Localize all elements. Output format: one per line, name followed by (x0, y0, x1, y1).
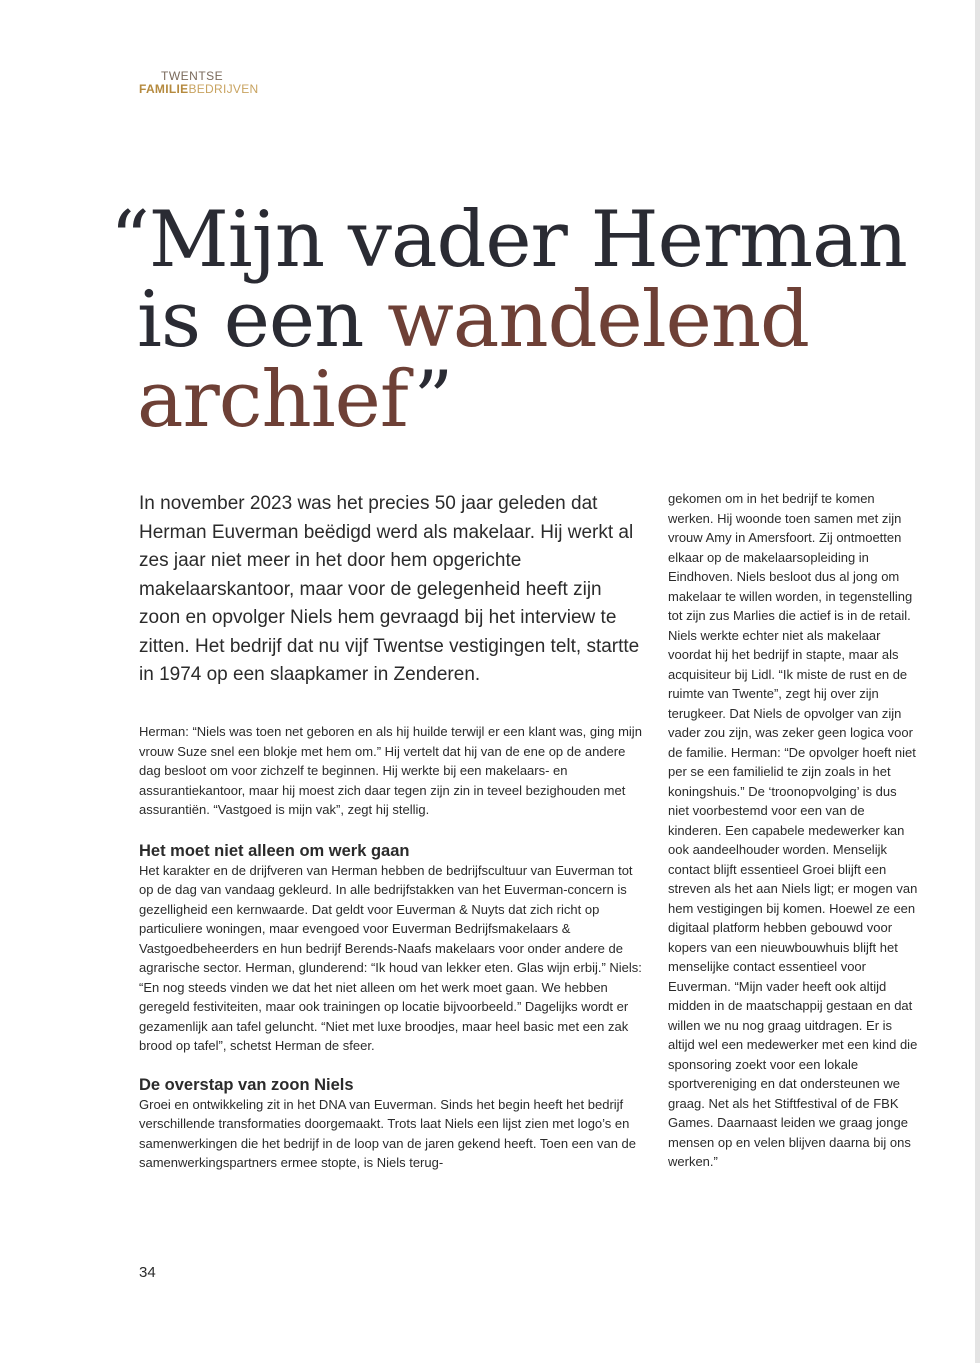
logo-top-text: TWENTSE (161, 69, 224, 83)
article-headline (110, 195, 910, 445)
subheading-overstap: De overstap van zoon Niels (139, 1075, 354, 1094)
magazine-logo (139, 70, 259, 95)
headline-line-2 (110, 275, 910, 365)
headline-line-3-accent: archief (137, 355, 414, 445)
logo-bottom-text (139, 83, 259, 95)
left-column (139, 722, 649, 1173)
intro-paragraph: In november 2023 was het precies 50 jaar geleden dat Herman Euverman beëdigd werd als makelaar. Hij werkt al zes jaar niet meer in het door hem opgerichte makelaarskantoor, maar voor de gelegenheid heeft zijn zoon en opvolger Niels hem gevraagd bij het interview te zitten. Het bedrijf dat nu vijf Twentse vestigingen telt, startte in 1974 op een slaapkamer in Zenderen. (139, 493, 640, 685)
page-number: 34 (139, 1264, 156, 1281)
body-paragraph-1: Herman: “Niels was toen net geboren en als hij huilde terwijl er een klant was, ging mijn vrouw Suze snel een blokje met hem om.” Hij vertelt dat hij van de ene op de andere dag besloot om voor zichzelf te beginnen. Hij werkte bij een makelaars- en assurantiekantoor, maar hij moest zich daar tegen zijn zin in teveel bezighouden met assurantiën. “Vastgoed is mijn vak”, zegt hij stellig. (139, 724, 642, 817)
body-paragraph-3: Groei en ontwikkeling zit in het DNA van Euverman. Sinds het begin heeft het bedrijf verschillende transformaties doorgemaakt. Trots laat Niels een lijst zien met logo’s en samenwerkingen die het bedrijf in de loop van de jaren gekend heeft. Toen een van de samenwerkingspartners ermee stopte, is Niels terug- (139, 1096, 637, 1170)
headline-line-1: “Mijn vader Herman (110, 195, 907, 285)
logo-light-word: BEDRIJVEN (188, 82, 259, 96)
page-edge-strip (975, 0, 980, 1363)
right-column-paragraph: gekomen om in het bedrijf te komen werken. Hij woonde toen samen met zijn vrouw Amy in Amersfoort. Zij ontmoetten elkaar op de makelaarsopleiding in Eindhoven. Niels besloot dus al jong om makelaar te willen worden, in tegenstelling tot zijn zus Marlies die actief is in de retail. Niels werkte echter niet als makelaar voordat hij het bedrijf in stapte, maar als acquisiteur bij Lidl. “Ik miste de rust en de ruimte van Twente”, zegt hij over zijn terugkeer. Dat Niels de opvolger van zijn vader zou zijn, was zeker geen logica voor de familie. Herman: “De opvolger hoeft niet per se een familielid te zijn zoals in het koningshuis.” De ‘troonopvolging’ is dus niet voorbestemd voor een van de kinderen. Een capabele medewerker kan ook aandeelhouder worden. Menselijk contact blijft essentieel Groei blijft een streven als het aan Niels ligt; er mogen van hem vestigingen bij komen. Hoewel ze een digitaal platform hebben gebouwd voor kopers van een nieuwbouwhuis blijft het menselijke contact essentieel voor Euverman. “Mijn vader heeft ook altijd midden in de maatschappij gestaan en dat willen we nu nog graag uitdragen. Er is altijd wel een medewerker met een kind die sponsoring zoekt voor een lokale sportvereniging en dat ondersteunen we graag. Net als het Stiftfestival of de FBK Games. Daarnaast leiden we graag jonge mensen op en velen blijven daarna bij ons werken.” (668, 491, 918, 1169)
headline-line-3-dark: ” (413, 355, 453, 445)
logo-bold-word: FAMILIE (139, 82, 189, 96)
headline-line-3 (110, 355, 910, 445)
body-paragraph-2: Het karakter en de drijfveren van Herman hebben de bedrijfscultuur van Euverman tot op de dag van vandaag gekleurd. In alle bedrijfstakken van het Euverman-concern is gezelligheid een kernwaarde. Dat geldt voor Euverman & Nuyts dat zich richt op particuliere woningen, maar evengoed voor Euverman Bedrijfsmakelaars & Vastgoedbeheerders en hun bedrijf Berends-Naafs makelaars voor onder andere de agrarische sector. Herman, glunderend: “Ik houd van lekker eten. Glas wijn erbij.” Niels: “En nog steeds vinden we dat het niet alleen om het werk moet gaan. We hebben geregeld festiviteiten, maar ook trainingen op locatie bijvoorbeeld.” Dagelijks wordt er gezamenlijk aan tafel geluncht. “Niet met luxe broodjes, maar heel basic met een zak brood op tafel”, schetst Herman de sfeer. (139, 862, 642, 1053)
right-column (668, 489, 918, 1172)
headline-line-2-accent: wandelend (387, 275, 809, 365)
subheading-werk: Het moet niet alleen om werk gaan (139, 841, 410, 860)
headline-line-2-dark: is een (137, 275, 388, 365)
